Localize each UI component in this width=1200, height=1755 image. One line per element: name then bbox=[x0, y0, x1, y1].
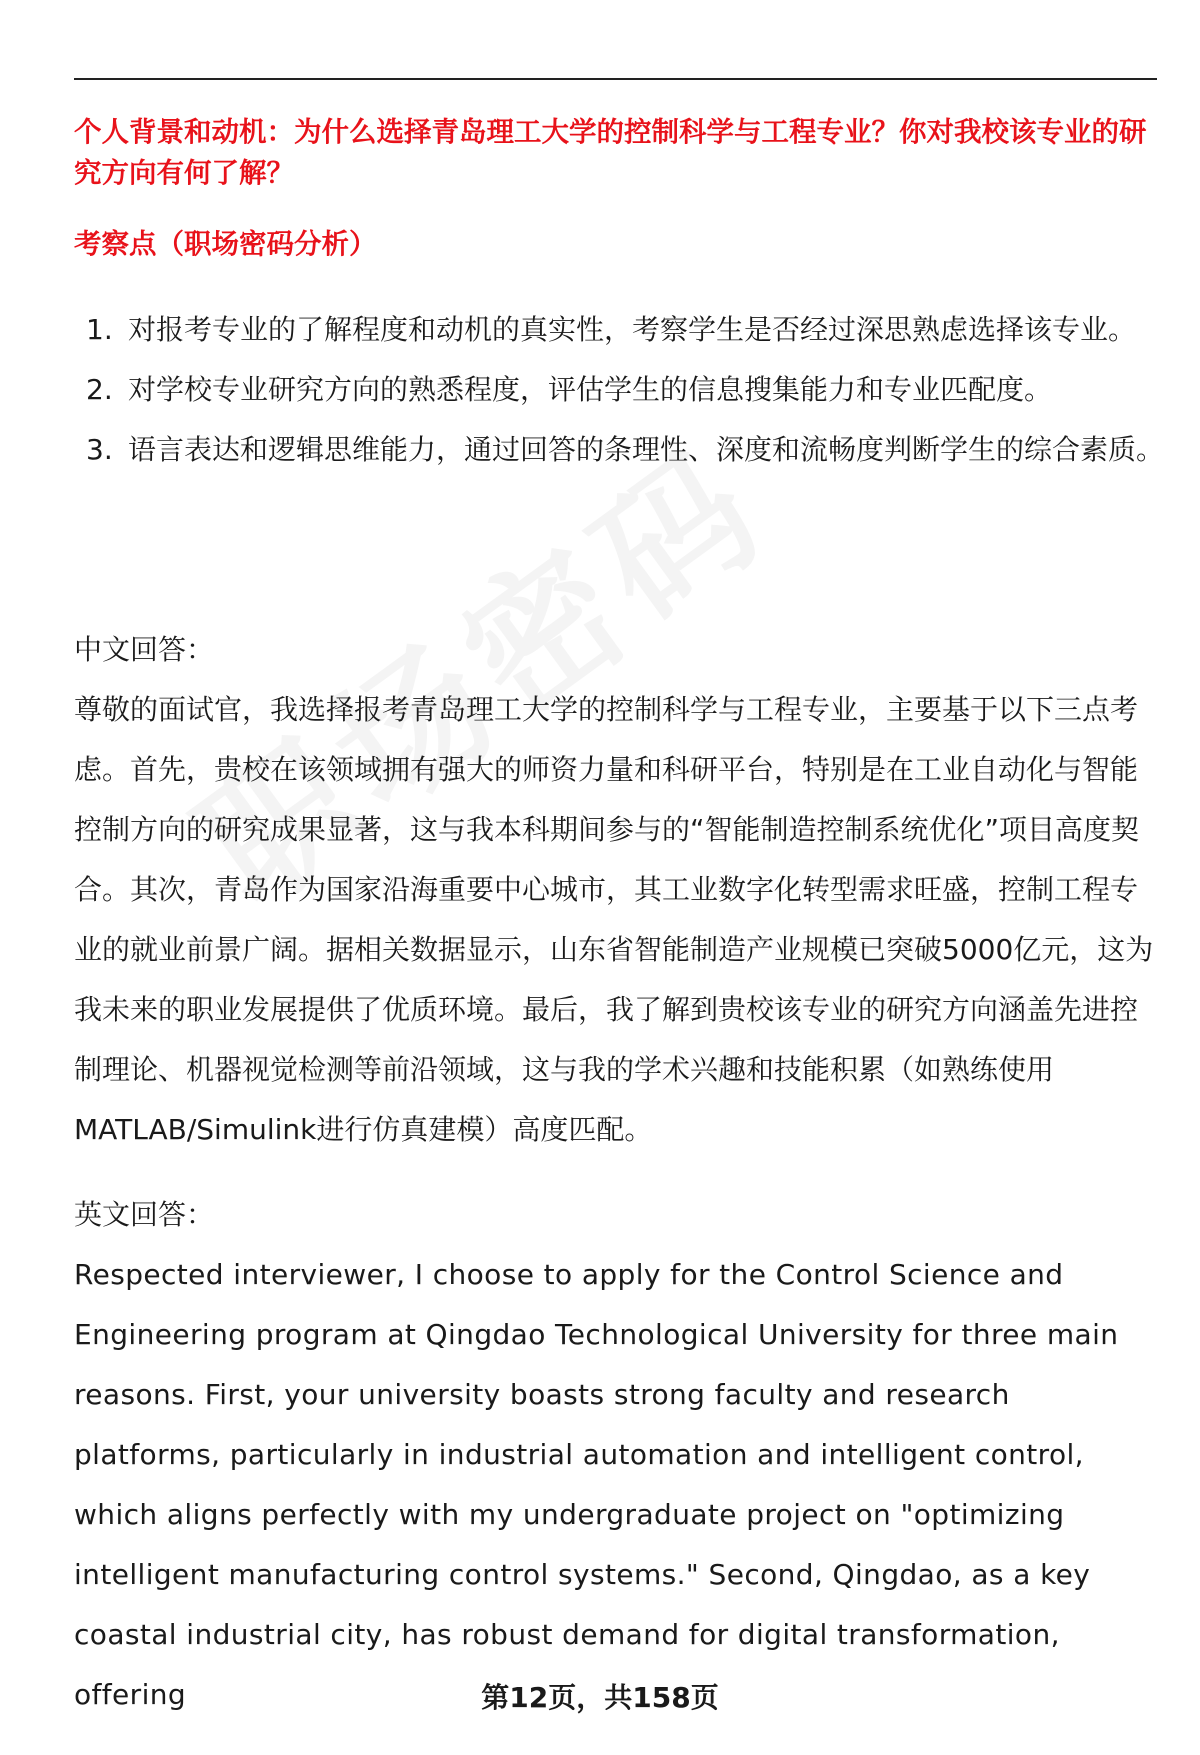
point-number: 2. bbox=[86, 373, 113, 406]
point-number: 3. bbox=[86, 433, 113, 466]
point-text: 对报考专业的了解程度和动机的真实性，考察学生是否经过深思熟虑选择该专业。 bbox=[128, 313, 1137, 346]
focus-title: 考察点（职场密码分析） bbox=[74, 228, 377, 260]
point-text: 对学校专业研究方向的熟悉程度，评估学生的信息搜集能力和专业匹配度。 bbox=[128, 373, 1053, 406]
point-text: 语言表达和逻辑思维能力，通过回答的条理性、深度和流畅度判断学生的综合素质。 bbox=[128, 433, 1165, 466]
chinese-answer-text: 尊敬的面试官，我选择报考青岛理工大学的控制科学与工程专业，主要基于以下三点考虑。首先，贵校在该领域拥有强大的师资力量和科研平台，特别是在工业自动化与智能控制方向的研究成果显著，这与我本科期间参与的“智能制造控制系统优化”项目高度契合。其次，青岛作为国家沿海重要中心城市，其工业数字化转型需求旺盛，控制工程专业的就业前景广阔。据相关数据显示，山东省智能制造产业规模已突破5000亿元，这为我未来的职业发展提供了优质环境。最后，我了解到贵校该专业的研究方向涵盖先进控制理论、机器视觉检测等前沿领域，这与我的学术兴趣和技能积累（如熟练使用MATLAB/Simulink进行仿真建模）高度匹配。 bbox=[74, 693, 1154, 1146]
focus-points-list bbox=[74, 300, 1164, 480]
top-rule bbox=[74, 78, 1157, 80]
chinese-answer-heading: 中文回答： bbox=[74, 633, 215, 666]
focus-point bbox=[74, 360, 1164, 420]
point-number: 1. bbox=[86, 313, 113, 346]
page-number: 第12页，共158页 bbox=[481, 1681, 719, 1714]
focus-point bbox=[74, 300, 1164, 360]
english-answer-heading: 英文回答： bbox=[74, 1198, 215, 1231]
english-answer-text: Respected interviewer, I choose to apply for the Control Science and Engineering program at Qingdao Technological University for three main reasons. First, your university boasts strong faculty and research platforms, particularly in industrial automation and intelligent control, which aligns perfectly with my undergraduate project on "optimizing intelligent manufacturing control systems." Second, Qingdao, as a key coastal industrial city, has robust demand for digital transformation, offering bbox=[74, 1258, 1119, 1711]
focus-point bbox=[74, 420, 1164, 480]
question-title: 个人背景和动机：为什么选择青岛理工大学的控制科学与工程专业？你对我校该专业的研究方向有何了解？ bbox=[74, 116, 1147, 189]
